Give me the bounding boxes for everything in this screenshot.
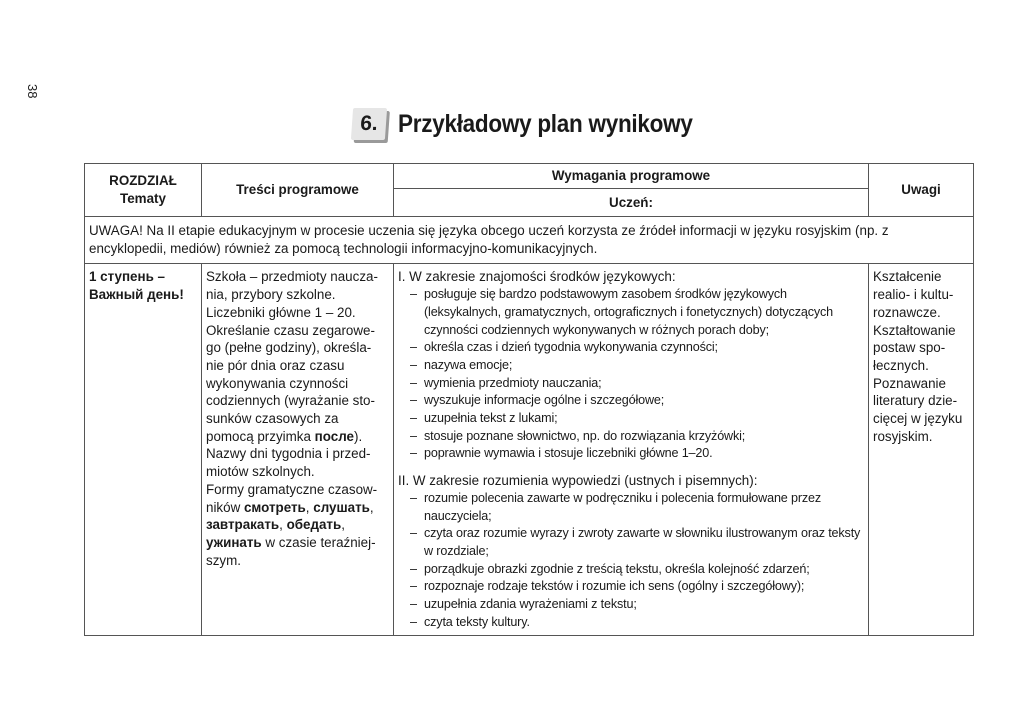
chapter-line2: Важный день! [89,287,184,303]
content-paragraph [206,322,389,446]
header-content: Treści programowe [202,164,394,217]
page-number: 38 [25,84,40,99]
requirements-list-2 [398,490,864,632]
content-paragraph: Szkoła – przedmioty naucza-nia, przybory szkolne. [206,269,378,303]
content-russian-word: ужинать [206,534,262,550]
requirements-list-1 [398,286,864,463]
content-text: ). [353,428,363,444]
note-row: UWAGA! Na II etapie edukacyjnym w procesie uczenia się języka obcego uczeń korzysta ze źródeł informacji w języku rosyjskim (np. z encyklopedii, mediów) również za pomocą technologii informacyjno-komunikacyjnych. [85,217,974,264]
content-separator: , [279,517,287,533]
requirement-item: – nazywa emocje; [398,357,864,375]
content-separator: , [341,517,345,533]
content-paragraph [206,481,389,570]
chapter-line1: 1 ступень – [89,269,165,285]
header-notes: Uwagi [869,164,974,217]
content-paragraph: Nazwy dni tygodnia i przed-miotów szkolnych. [206,446,371,480]
requirement-item: – wyszukuje informacje ogólne i szczegółowe; [398,392,864,410]
plan-table [84,163,974,636]
requirement-item: – czyta oraz rozumie wyrazy i zwroty zawarte w słowniku ilustrowanym oraz teksty w rozdziale; [398,525,864,560]
section-number-badge: 6. [351,108,387,140]
content-separator: , [369,499,374,515]
requirement-item: – poprawnie wymawia i stosuje liczebniki główne 1–20. [398,445,864,463]
content-separator: , [305,499,314,515]
requirement-item: – stosuje poznane słownictwo, np. do rozwiązania krzyżówki; [398,428,864,446]
content-russian-word: слушать [313,499,370,515]
header-chapter-line2: Tematy [120,191,166,206]
content-paragraph: Liczebniki główne 1 – 20. [206,304,356,320]
requirement-item: – wymienia przedmioty nauczania; [398,375,864,393]
chapter-cell [85,264,202,636]
requirement-item: – określa czas i dzień tygodnia wykonywania czynności; [398,339,864,357]
requirements-section-title: I. W zakresie znajomości środków językowych: [398,269,676,285]
content-russian-word: смотреть [243,499,306,515]
requirement-item: – posługuje się bardzo podstawowym zasobem środków językowych (leksykalnych, gramatycznych, ortograficznych i fonetycznych) dotyczących czynności codziennych wykonywanych w różnych porach doby; [398,286,864,339]
section-heading [352,108,725,140]
requirement-item: – uzupełnia zdania wyrażeniami z tekstu; [398,596,864,614]
content-text: w czasie teraźniej-szym. [206,534,376,568]
header-student: Uczeń: [394,189,869,217]
requirement-item: – rozpoznaje rodzaje tekstów i rozumie ich sens (ogólny i szczegółowy); [398,578,864,596]
requirement-item: – rozumie polecenia zawarte w podręczniku i polecenia formułowane przez nauczyciela; [398,490,864,525]
content-russian-word: завтракать [206,517,280,533]
page-title: Przykładowy plan wynikowy [398,109,693,138]
requirement-item: – czyta teksty kultury. [398,614,864,632]
header-chapter-line1: ROZDZIAŁ [109,173,177,189]
requirement-item: – uzupełnia tekst z lukami; [398,410,864,428]
content-russian-word: после [314,428,354,444]
content-text: Formy gramatyczne czasow-ników [206,481,378,515]
requirements-section-title: II. W zakresie rozumienia wypowiedzi (ustnych i pisemnych): [398,473,758,489]
header-requirements: Wymagania programowe [394,164,869,189]
notes-cell: Kształcenie realio- i kultu-roznawcze. Kształtowanie postaw spo-łecznych. Poznawanie literatury dzie-cięcej w języku rosyjskim. [869,264,974,636]
requirement-item: – porządkuje obrazki zgodnie z treścią tekstu, określa kolejność zdarzeń; [398,561,864,579]
content-russian-word: обедать [286,517,342,533]
content-text: Określanie czasu zegarowe-go (pełne godziny), określa-nie pór dnia oraz czasu wykonywania czynności codziennych (wyrażanie sto-sunków czasowych za pomocą przyimka [206,322,375,444]
requirements-cell [394,264,869,636]
header-chapter [85,164,202,217]
content-cell [202,264,394,636]
